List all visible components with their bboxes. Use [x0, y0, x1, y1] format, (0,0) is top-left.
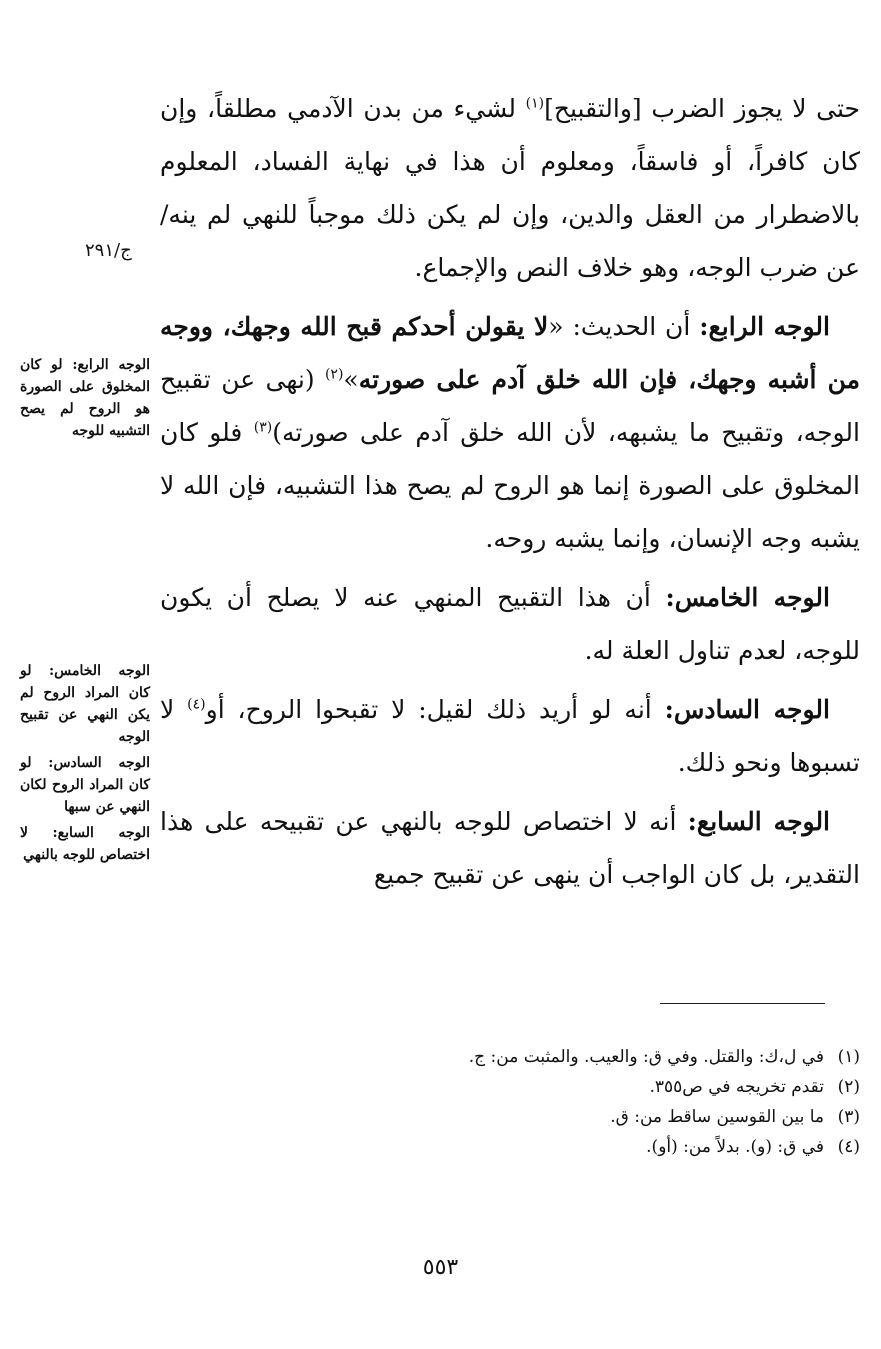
- footnote-text: تقدم تخريجه في ص٣٥٥.: [649, 1077, 824, 1097]
- paragraph-5-text: أنه لا اختصاص للوجه بالنهي عن تقبيحه على هذا التقدير، بل كان الواجب أن ينهى عن تقبيح جميع: [160, 807, 860, 889]
- footnote-number: (٤): [837, 1137, 860, 1157]
- footnotes: [160, 1042, 860, 1162]
- footnote-number: (٣): [837, 1107, 860, 1127]
- footnote-number: (١): [837, 1047, 860, 1067]
- hadith-close-quote: »: [343, 365, 359, 394]
- paragraph-1-text-a: حتى لا يجوز الضرب [والتقبيح]: [544, 94, 860, 123]
- side-note-fourth: [20, 354, 150, 446]
- footnote-text: في ل،ك: والقتل. وفي ق: والعيب. والمثبت من: ج.: [468, 1047, 824, 1067]
- paragraph-2-mid: (نهى عن تقبيح الوجه، وتقبيح ما يشبهه، لأن الله خلق آدم على صورته): [160, 365, 861, 447]
- paragraph-2: [160, 300, 860, 565]
- hadith-text: لا يقولن أحدكم قبح الله وجهك، ووجه من أشبه وجهك، فإن الله خلق آدم على صورته: [160, 312, 860, 394]
- footnote-1: [160, 1042, 860, 1072]
- paragraph-4: [160, 683, 860, 789]
- side-note-fifth-text: الوجه الخامس: لو كان المراد الروح لم يكن النهي عن تقبيح الوجه: [20, 663, 150, 745]
- heading-fourth: الوجه الرابع:: [699, 312, 830, 341]
- side-note-group: [20, 660, 150, 870]
- main-text: [160, 82, 860, 901]
- manuscript-page-ref: ج/٢٩١: [85, 240, 132, 261]
- footnote-divider: [660, 1003, 825, 1004]
- paragraph-4-text-b: لا تسبوها ونحو ذلك.: [160, 695, 860, 777]
- side-note-sixth-text: الوجه السادس: لو كان المراد الروح لكان النهي عن سبها: [20, 755, 150, 815]
- paragraph-4-text-a: أنه لو أريد ذلك لقيل: لا تقبحوا الروح، أو: [205, 695, 665, 724]
- side-note-seventh-text: الوجه السابع: لا اختصاص للوجه بالنهي: [20, 825, 150, 863]
- footnote-3: [160, 1102, 860, 1132]
- footnote-ref-4[interactable]: (٤): [187, 696, 206, 713]
- side-note-fourth-text: الوجه الرابع: لو كان المخلوق على الصورة هو الروح لم يصح التشبيه للوجه: [20, 357, 150, 439]
- paragraph-2-intro: أن الحديث: «: [548, 312, 700, 341]
- paragraph-3-text: أن هذا التقبيح المنهي عنه لا يصلح أن يكون للوجه، لعدم تناول العلة له.: [160, 583, 860, 665]
- page-number: ٥٥٣: [422, 1255, 459, 1280]
- heading-seventh: الوجه السابع:: [687, 807, 831, 836]
- footnote-number: (٢): [837, 1077, 860, 1097]
- footnote-text: ما بين القوسين ساقط من: ق.: [610, 1107, 824, 1127]
- footnote-text: في ق: (و). بدلاً من: (أو).: [646, 1137, 824, 1157]
- heading-sixth: الوجه السادس:: [664, 695, 830, 724]
- footnote-4: [160, 1132, 860, 1162]
- paragraph-5: [160, 795, 860, 901]
- paragraph-1: [160, 82, 860, 294]
- paragraph-1-text-b: لشيء من بدن الآدمي مطلقاً، وإن كان كافراً، أو فاسقاً، ومعلوم أن هذا في نهاية الفساد، المعلوم بالاضطرار من العقل والدين، وإن لم يكن ذلك موجباً للنهي لم ينه/ عن ضرب الوجه، وهو خلاف النص والإجماع.: [160, 94, 860, 282]
- heading-fifth: الوجه الخامس:: [665, 583, 830, 612]
- footnote-ref-2[interactable]: (٢): [324, 366, 344, 383]
- paragraph-3: [160, 571, 860, 677]
- footnote-ref-1[interactable]: (١): [525, 95, 545, 112]
- footnote-ref-3[interactable]: (٣): [253, 419, 273, 436]
- paragraph-2-after: فلو كان المخلوق على الصورة إنما هو الروح لم يصح هذا التشبيه، فإن الله لا يشبه وجه الإنسان، وإنما يشبه روحه.: [160, 418, 860, 553]
- footnote-2: [160, 1072, 860, 1102]
